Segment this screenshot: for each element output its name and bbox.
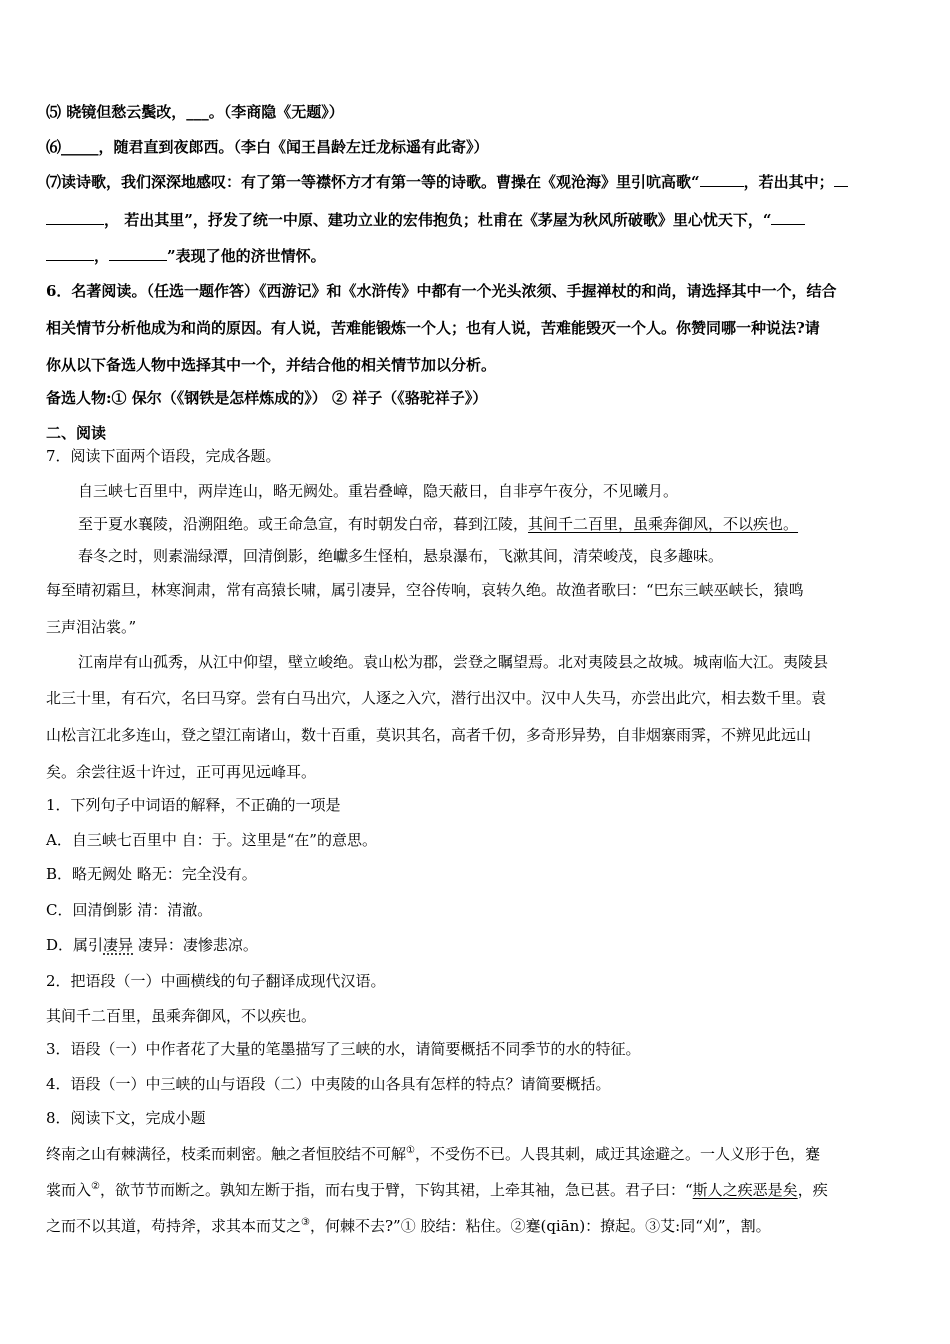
passage-text: ，疾: [797, 1181, 828, 1199]
passage1-para3: 春冬之时，则素湍绿潭，回清倒影，绝巘多生怪柏，悬泉瀑布，飞漱其间，清荣峻茂，良多趣味。: [78, 547, 724, 565]
underlined-sentence: 其间千二百里，虽乘奔御风，不以疾也。: [528, 515, 799, 533]
option-c[interactable]: C．回清倒影 清：清澈。: [46, 901, 213, 919]
passage1-para2: [78, 514, 906, 534]
item-text: ， 若出其里”，抒发了统一中原、建功立业的宏伟抱负；杜甫在《茅屋为秋风所破歌》里心忧天下，“: [104, 211, 772, 229]
passage-text: 之而不以其道，苟持斧，求其本而艾之: [46, 1217, 302, 1235]
item-text: ，随君直到夜郎西。（李白《闻王昌龄左迁龙标遥有此寄》）: [98, 138, 489, 156]
item-number: ⑹: [46, 138, 62, 156]
passage2-line4: 矣。余尝往返十许过，正可再见远峰耳。: [46, 763, 317, 781]
q7-intro: 7．阅读下面两个语段，完成各题。: [46, 447, 281, 465]
passage-text: 终南之山有棘满径，枝柔而刺密。触之者恒胶结不可解: [46, 1145, 407, 1163]
option-a[interactable]: A．自三峡七百里中 自：于。这里是“在”的意思。: [46, 831, 377, 849]
answer-blank[interactable]: [700, 172, 744, 187]
q8-passage-line3: [46, 1213, 906, 1236]
dotted-term: 凄异: [103, 936, 134, 954]
option-d[interactable]: [46, 935, 906, 955]
item-text: ，: [94, 247, 110, 265]
passage-text: ，欲节节而断之。孰知左断于指，而右曳于臂，下钩其裙，上牵其袖，急已甚。君子曰：“: [99, 1181, 693, 1199]
q6-line1: 6．名著阅读。（任选一题作答）《西游记》和《水浒传》中都有一个光头浓须、手握禅杖的和尚，请选择其中一个，结合: [46, 282, 837, 300]
answer-blank[interactable]: [109, 246, 167, 261]
subquestion-1: 1．下列句子中词语的解释，不正确的一项是: [46, 796, 341, 814]
q8-intro: 8．阅读下文，完成小题: [46, 1109, 206, 1127]
q5-item6: [46, 137, 906, 157]
passage2-line1: 江南岸有山孤秀，从江中仰望，壁立峻绝。袁山松为郡，尝登之瞩望焉。北对夷陵县之故城。城南临大江。夷陵县: [78, 653, 829, 671]
passage1-para4b: 三声泪沾裳。”: [46, 618, 137, 636]
passage-text: ，不受伤不已。人畏其刺，咸迂其途避之。一人义形于色，蹇: [414, 1145, 820, 1163]
answer-blank[interactable]: [46, 246, 94, 261]
subquestion-2-sentence: 其间千二百里，虽乘奔御风，不以疾也。: [46, 1007, 317, 1025]
q6-candidates: 备选人物:① 保尔（《钢铁是怎样炼成的》） ② 祥子（《骆驼祥子》）: [46, 389, 488, 407]
section-title: 二、阅读: [46, 424, 107, 442]
answer-blank[interactable]: [834, 172, 848, 187]
footnote-marker: ①: [406, 1145, 415, 1156]
passage-text: 裳而入: [46, 1181, 92, 1199]
passage-text: ，何棘不去?”① 胶结：粘住。②蹇(qiān)：撩起。③艾:同“刈”，割。: [309, 1217, 771, 1235]
item-text: 晓镜但愁云鬓改，: [61, 103, 187, 121]
answer-blank[interactable]: [771, 210, 805, 225]
q5-item7-line2: [46, 210, 906, 230]
answer-blank[interactable]: ___: [186, 103, 209, 121]
answer-blank[interactable]: _____: [61, 138, 99, 156]
item-text: ，若出其中；: [743, 173, 834, 191]
q5-item7-line3: [46, 246, 906, 266]
item-text: ”表现了他的济世情怀。: [167, 247, 326, 265]
subquestion-3: 3．语段（一）中作者花了大量的笔墨描写了三峡的水，请简要概括不同季节的水的特征。: [46, 1040, 641, 1058]
q6-line3: 你从以下备选人物中选择其中一个，并结合他的相关情节加以分析。: [46, 356, 497, 374]
q8-passage-line2: [46, 1177, 906, 1200]
option-b[interactable]: B．略无阙处 略无：完全没有。: [46, 865, 257, 883]
subquestion-4: 4．语段（一）中三峡的山与语段（二）中夷陵的山各具有怎样的特点？请简要概括。: [46, 1075, 611, 1093]
option-text: D．属引: [46, 936, 104, 954]
passage2-line2: 北三十里，有石穴，名曰马穿。尝有白马出穴，人逐之入穴，潜行出汉中。汉中人失马，亦尝出此穴，相去数千里。袁: [46, 689, 827, 707]
passage2-line3: 山松言江北多连山，登之望江南诸山，数十百重，莫识其名，高者千仞，多奇形异势，自非烟寨雨霁，不辨见此远山: [46, 726, 812, 744]
footnote-marker: ③: [301, 1217, 310, 1228]
para-text: 至于夏水襄陵，沿溯阻绝。或王命急宣，有时朝发白帝，暮到江陵，: [78, 515, 529, 533]
q5-item7-line1: [46, 172, 926, 192]
option-text: 凄异：凄惨悲凉。: [133, 936, 258, 954]
subquestion-2: 2．把语段（一）中画横线的句子翻译成现代汉语。: [46, 972, 386, 990]
footnote-marker: ②: [91, 1181, 100, 1192]
item-text: ⑺读诗歌，我们深深地感叹：有了第一等襟怀方才有第一等的诗歌。曹操在《观沧海》里引吭高歌“: [46, 173, 700, 191]
passage1-para1: 自三峡七百里中，两岸连山，略无阙处。重岩叠嶂，隐天蔽日，自非亭午夜分，不见曦月。: [78, 482, 679, 500]
answer-blank[interactable]: [46, 210, 104, 225]
underlined-sentence: 斯人之疾恶是矣: [692, 1181, 798, 1199]
passage1-para4a: 每至晴初霜旦，林寒涧肃，常有高猿长啸，属引凄异，空谷传响，哀转久绝。故渔者歌曰：“巴东三峡巫峡长，猿鸣: [46, 581, 804, 599]
item-source: 。（李商隐《无题》）: [208, 103, 344, 121]
q6-line2: 相关情节分析他成为和尚的原因。有人说，苦难能锻炼一个人；也有人说，苦难能毁灭一个人。你赞同哪一种说法?请: [46, 319, 820, 337]
item-number: ⑸: [46, 103, 62, 121]
q8-passage-line1: [46, 1141, 906, 1164]
q5-item5: [46, 102, 906, 122]
